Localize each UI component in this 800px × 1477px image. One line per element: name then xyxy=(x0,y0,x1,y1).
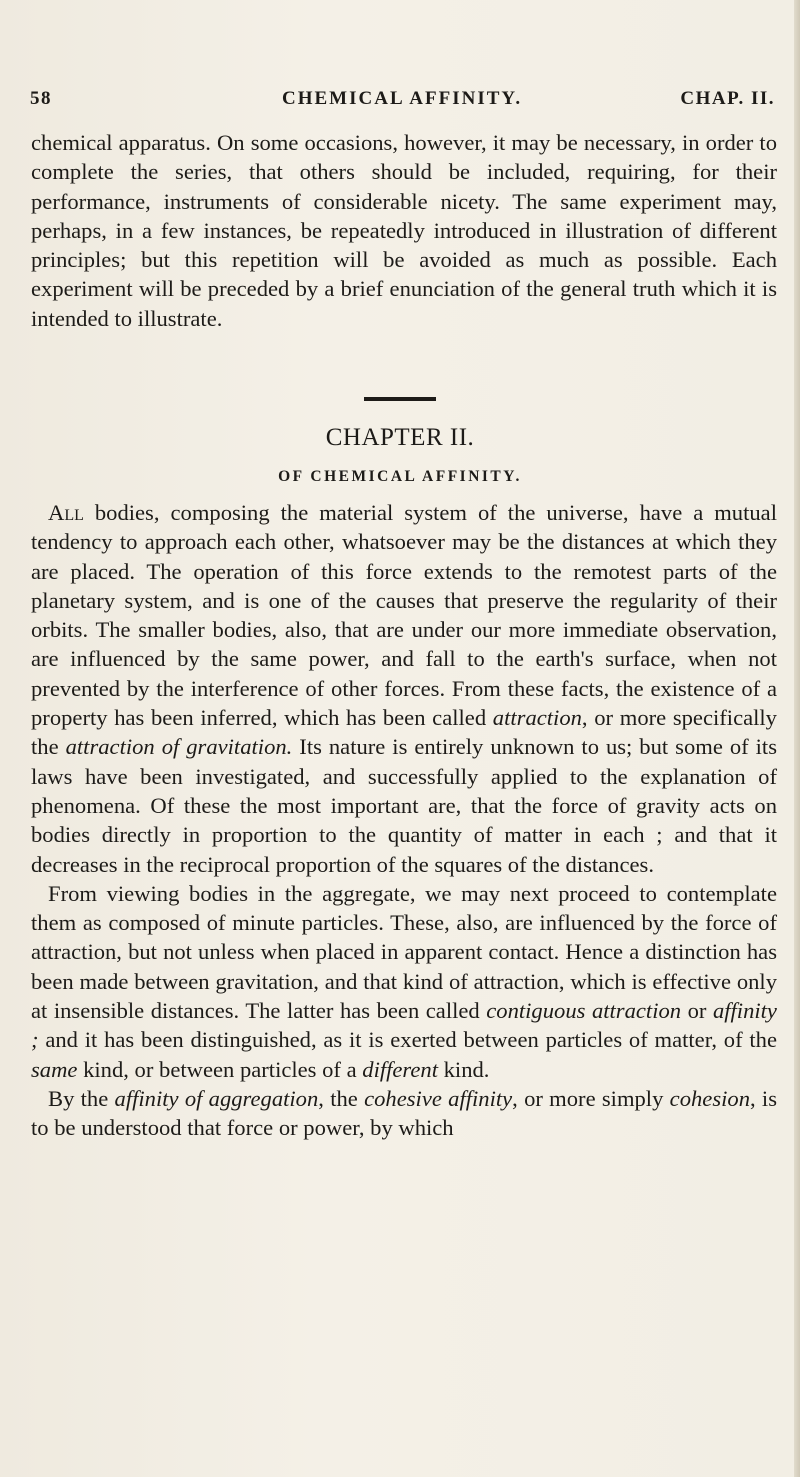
chapter-divider-rule xyxy=(364,397,436,401)
text-run: Its nature is entirely unknown to us; but some of its laws have been investigated, and successfully applied to the explanation of phenomena. Of these the most important are, that the force of gravity acts on bodies directly in proportion to the quantity of matter in each ; and that it decreases in the reciprocal proportion of the squares of the distances. xyxy=(31,734,777,877)
text-run: kind. xyxy=(437,1056,490,1082)
text-run: By the xyxy=(48,1085,115,1111)
text-run: , is to be understood that force or power, by which xyxy=(31,1085,777,1141)
page-number: 58 xyxy=(30,88,52,109)
chapter-title: CHAPTER II. xyxy=(325,424,475,451)
intro-text-block xyxy=(31,128,777,333)
italic-term: affinity ; xyxy=(31,998,777,1053)
chapter-body xyxy=(31,498,777,1143)
italic-term: different xyxy=(362,1056,438,1082)
italic-term: contiguous attraction xyxy=(486,998,682,1024)
italic-term: same xyxy=(31,1056,78,1082)
paragraph-cohesion xyxy=(31,1084,777,1143)
italic-term: affinity of aggregation xyxy=(114,1085,319,1111)
running-title: CHEMICAL AFFINITY. xyxy=(282,88,523,109)
paragraph-gravitation xyxy=(31,498,777,879)
chapter-reference: CHAP. II. xyxy=(680,88,775,109)
intro-paragraph: chemical apparatus. On some occasions, however, it may be necessary, in order to complete the series, that others should be included, requiring, for their performance, instruments of considerable nicety. The same experiment may, perhaps, in a few instances, be repeatedly introduced in illustration of different principles; but this repetition will be avoided as much as possible. Each experiment will be preceded by a brief enunciation of the general truth which it is intended to illustrate. xyxy=(31,130,777,331)
page-edge xyxy=(794,0,800,1477)
running-header xyxy=(30,88,775,114)
italic-term: cohesive affinity xyxy=(364,1085,513,1111)
text-run: or xyxy=(681,998,713,1024)
lead-word: All xyxy=(48,500,84,525)
text-run: and it has been distinguished, as it is exerted between particles of matter, of the xyxy=(38,1027,777,1053)
text-run: , or more specifically the xyxy=(31,705,777,760)
italic-term: attraction of gravitation. xyxy=(65,734,293,760)
text-run: bodies, composing the material system of the universe, have a mutual tendency to approach each other, whatsoever may be the distances at which they are placed. The operation of this force extends to the remotest parts of the planetary system, and is one of the causes that preserve the regularity of their orbits. The smaller bodies, also, that are under our more immediate observation, are influenced by the same power, and fall to the earth's surface, when not prevented by the interference of other forces. From these facts, the existence of a property has been inferred, which has been called xyxy=(31,500,777,731)
text-run: kind, or between particles of a xyxy=(77,1056,363,1082)
text-run: , or more simply xyxy=(512,1085,670,1111)
text-run: , the xyxy=(318,1085,365,1111)
chapter-subtitle: OF CHEMICAL AFFINITY. xyxy=(278,468,522,485)
italic-term: cohesion xyxy=(669,1085,750,1111)
paragraph-contiguous-attraction xyxy=(31,879,777,1084)
text-run: From viewing bodies in the aggregate, we may next proceed to contemplate them as composed of minute particles. These, also, are influenced by the force of attraction, but not unless when placed in apparent contact. Hence a distinction has been made between gravitation, and that kind of attraction, which is effective only at insensible distances. The latter has been called xyxy=(31,880,777,1024)
italic-term: attraction xyxy=(492,705,582,731)
